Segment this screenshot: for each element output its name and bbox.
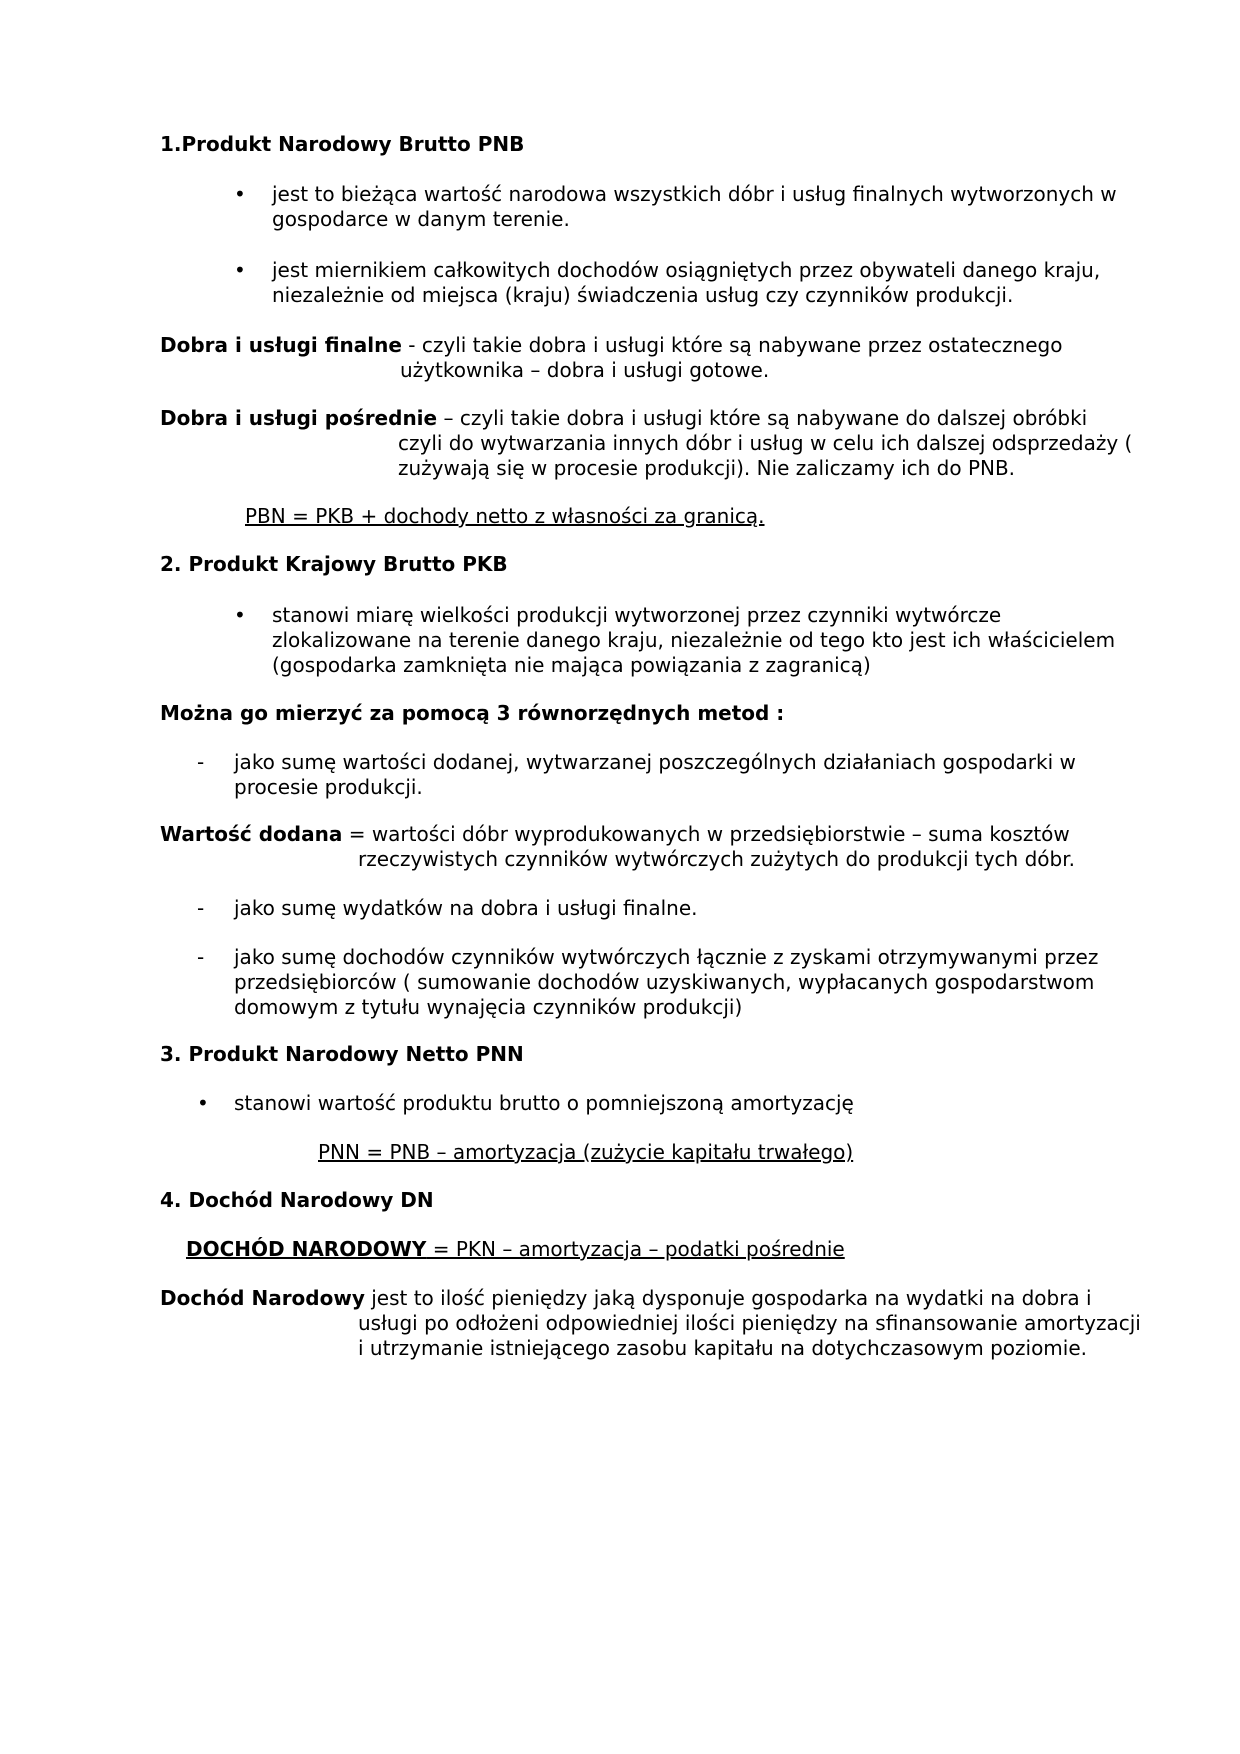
dn-term: Dochód Narodowy	[160, 1286, 365, 1310]
text-line: usługi po odłożeni odpowiedniej ilości pieniędzy na sfinansowanie amortyzacji	[358, 1311, 1141, 1335]
text-line: niezależnie od miejsca (kraju) świadczenia usług czy czynników produkcji.	[272, 283, 1014, 307]
dn-continuation	[358, 1311, 1141, 1361]
method-1	[234, 750, 1076, 800]
pnn-formula: PNN = PNB – amortyzacja (zużycie kapitału trwałego)	[318, 1140, 854, 1164]
dn-formula	[186, 1237, 845, 1262]
text-line: - czyli takie dobra i usługi które są nabywane przez ostatecznego	[401, 333, 1063, 357]
dash-marker: -	[197, 750, 205, 774]
s1-bullet-2	[272, 258, 1100, 308]
method-2: jako sumę wydatków na dobra i usługi finalne.	[234, 896, 698, 920]
text-line: – czyli takie dobra i usługi które są nabywane do dalszej obróbki	[437, 406, 1088, 430]
section-1-heading: 1.Produkt Narodowy Brutto PNB	[160, 132, 525, 156]
method-3	[234, 945, 1098, 1020]
pnb-formula: PBN = PKB + dochody netto z własności za granicą.	[245, 504, 765, 528]
text-line: procesie produkcji.	[234, 775, 423, 799]
finalne-term: Dobra i usługi finalne	[160, 333, 402, 357]
text-line: gospodarce w danym terenie.	[272, 207, 570, 231]
text-line: stanowi miarę wielkości produkcji wytworzonej przez czynniki wytwórcze	[272, 603, 1002, 627]
text-line: jest miernikiem całkowitych dochodów osiągniętych przez obywateli danego kraju,	[272, 258, 1101, 282]
dash-marker: -	[197, 945, 205, 969]
section-3-heading: 3. Produkt Narodowy Netto PNN	[160, 1042, 524, 1066]
posrednie-definition	[160, 406, 1087, 431]
text-line: zlokalizowane na terenie danego kraju, niezależnie od tego kto jest ich właścicielem	[272, 628, 1116, 652]
text-line: jako sumę dochodów czynników wytwórczych łącznie z zyskami otrzymywanymi przez	[234, 945, 1099, 969]
text-line: zużywają się w procesie produkcji). Nie zaliczamy ich do PNB.	[398, 456, 1016, 480]
text-line: = wartości dóbr wyprodukowanych w przedsiębiorstwie – suma kosztów	[342, 822, 1070, 846]
text-line: czyli do wytwarzania innych dóbr i usług w celu ich dalszej odsprzedaży (	[398, 431, 1133, 455]
s2-bullet-1	[272, 603, 1115, 678]
text-line: przedsiębiorców ( sumowanie dochodów uzyskiwanych, wypłacanych gospodarstwom	[234, 970, 1095, 994]
finalne-definition	[160, 333, 1062, 358]
text-line: jest to ilość pieniędzy jaką dysponuje gospodarka na wydatki na dobra i	[364, 1286, 1092, 1310]
text-line: = PKN – amortyzacja – podatki pośrednie	[426, 1237, 845, 1261]
bullet-icon: •	[234, 603, 246, 627]
section-2-heading: 2. Produkt Krajowy Brutto PKB	[160, 552, 508, 576]
text-line: jako sumę wartości dodanej, wytwarzanej poszczególnych działaniach gospodarki w	[234, 750, 1076, 774]
wartosc-dodana-term: Wartość dodana	[160, 822, 343, 846]
text-line: i utrzymanie istniejącego zasobu kapitału na dotychczasowym poziomie.	[358, 1336, 1088, 1360]
bullet-icon: •	[234, 258, 246, 282]
posrednie-continuation	[398, 431, 1132, 481]
text-line: użytkownika – dobra i usługi gotowe.	[400, 358, 770, 382]
wartosc-dodana-definition	[160, 822, 1070, 847]
posrednie-term: Dobra i usługi pośrednie	[160, 406, 438, 430]
text-line: domowym z tytułu wynajęcia czynników produkcji)	[234, 995, 743, 1019]
bullet-icon: •	[197, 1091, 209, 1115]
text-line: rzeczywistych czynników wytwórczych zużytych do produkcji tych dóbr.	[358, 847, 1075, 871]
section-4-heading: 4. Dochód Narodowy DN	[160, 1188, 434, 1212]
dash-marker: -	[197, 896, 205, 920]
methods-heading: Można go mierzyć za pomocą 3 równorzędnych metod :	[160, 701, 785, 725]
text-line: jest to bieżąca wartość narodowa wszystkich dóbr i usług finalnych wytworzonych w	[272, 182, 1117, 206]
dn-definition	[160, 1286, 1092, 1311]
s1-bullet-1	[272, 182, 1117, 232]
s3-bullet-1: stanowi wartość produktu brutto o pomniejszoną amortyzację	[234, 1091, 854, 1115]
text-line: (gospodarka zamknięta nie mająca powiązania z zagranicą)	[272, 653, 871, 677]
bullet-icon: •	[234, 182, 246, 206]
dn-formula-term: DOCHÓD NARODOWY	[186, 1237, 427, 1261]
